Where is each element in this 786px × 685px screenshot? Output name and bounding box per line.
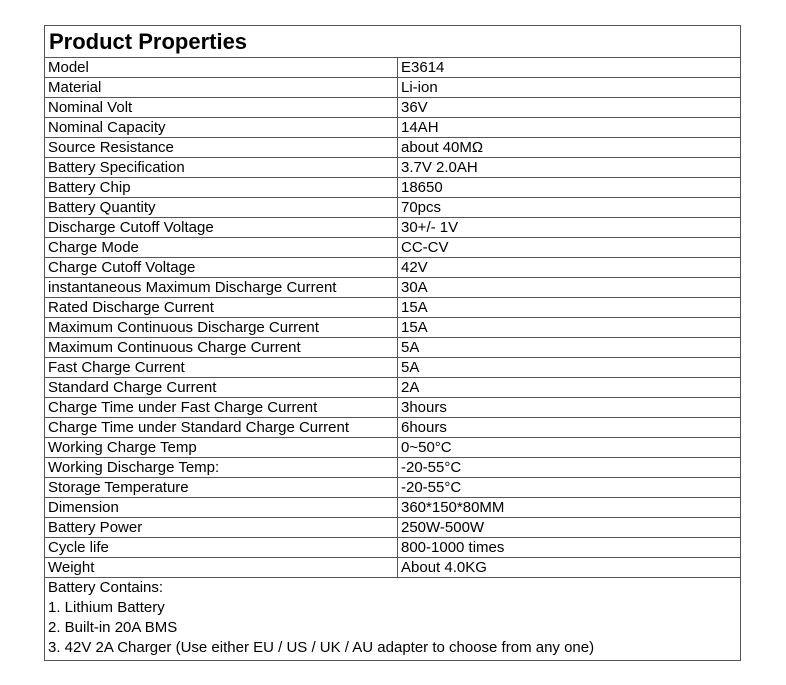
property-value: 14AH (398, 118, 741, 138)
property-value: -20-55°C (398, 458, 741, 478)
table-row (45, 538, 740, 558)
property-value: about 40MΩ (398, 138, 741, 158)
property-label: Working Charge Temp (45, 438, 398, 458)
properties-table (45, 58, 740, 578)
property-value: 5A (398, 358, 741, 378)
table-row (45, 158, 740, 178)
table-row (45, 118, 740, 138)
properties-table-body (45, 58, 740, 578)
table-row (45, 558, 740, 578)
property-label: instantaneous Maximum Discharge Current (45, 278, 398, 298)
property-label: Fast Charge Current (45, 358, 398, 378)
property-label: Discharge Cutoff Voltage (45, 218, 398, 238)
property-value: -20-55°C (398, 478, 741, 498)
page-title: Product Properties (49, 28, 248, 54)
property-label: Rated Discharge Current (45, 298, 398, 318)
table-row (45, 78, 740, 98)
property-label: Battery Specification (45, 158, 398, 178)
table-row (45, 238, 740, 258)
table-row (45, 478, 740, 498)
property-label: Nominal Capacity (45, 118, 398, 138)
property-value: 70pcs (398, 198, 741, 218)
table-row (45, 358, 740, 378)
title-row (45, 26, 740, 58)
contains-heading: Battery Contains: (48, 579, 164, 596)
property-label: Battery Power (45, 518, 398, 538)
property-value: 42V (398, 258, 741, 278)
table-row (45, 458, 740, 478)
property-label: Charge Time under Standard Charge Current (45, 418, 398, 438)
property-value: 30+/- 1V (398, 218, 741, 238)
property-value: 0~50°C (398, 438, 741, 458)
contains-item: 2. Built-in 20A BMS (48, 619, 178, 636)
property-label: Standard Charge Current (45, 378, 398, 398)
property-value: 360*150*80MM (398, 498, 741, 518)
property-value: About 4.0KG (398, 558, 741, 578)
property-value: 800-1000 times (398, 538, 741, 558)
table-row (45, 178, 740, 198)
property-label: Model (45, 58, 398, 78)
property-label: Material (45, 78, 398, 98)
product-properties-sheet (44, 25, 741, 661)
property-value: 3hours (398, 398, 741, 418)
property-value: Li-ion (398, 78, 741, 98)
property-value: E3614 (398, 58, 741, 78)
table-row (45, 298, 740, 318)
property-label: Charge Mode (45, 238, 398, 258)
contains-item: 1. Lithium Battery (48, 599, 165, 616)
property-label: Nominal Volt (45, 98, 398, 118)
property-label: Dimension (45, 498, 398, 518)
property-value: 6hours (398, 418, 741, 438)
property-label: Weight (45, 558, 398, 578)
table-row (45, 398, 740, 418)
table-row (45, 278, 740, 298)
property-label: Cycle life (45, 538, 398, 558)
property-label: Source Resistance (45, 138, 398, 158)
property-value: 15A (398, 318, 741, 338)
table-row (45, 378, 740, 398)
table-row (45, 198, 740, 218)
table-row (45, 138, 740, 158)
property-value: 36V (398, 98, 741, 118)
table-row (45, 438, 740, 458)
table-row (45, 258, 740, 278)
property-label: Storage Temperature (45, 478, 398, 498)
property-label: Working Discharge Temp: (45, 458, 398, 478)
table-row (45, 218, 740, 238)
table-row (45, 518, 740, 538)
property-value: 18650 (398, 178, 741, 198)
property-label: Maximum Continuous Charge Current (45, 338, 398, 358)
contains-item: 3. 42V 2A Charger (Use either EU / US / UK / AU adapter to choose from any one) (48, 639, 595, 656)
property-label: Maximum Continuous Discharge Current (45, 318, 398, 338)
table-row (45, 498, 740, 518)
table-row (45, 338, 740, 358)
property-value: CC-CV (398, 238, 741, 258)
table-row (45, 318, 740, 338)
table-row (45, 58, 740, 78)
property-label: Charge Cutoff Voltage (45, 258, 398, 278)
property-value: 30A (398, 278, 741, 298)
property-label: Battery Quantity (45, 198, 398, 218)
property-value: 2A (398, 378, 741, 398)
property-value: 15A (398, 298, 741, 318)
property-value: 5A (398, 338, 741, 358)
property-label: Charge Time under Fast Charge Current (45, 398, 398, 418)
table-row (45, 98, 740, 118)
table-row (45, 418, 740, 438)
battery-contains-section (45, 578, 740, 660)
property-value: 3.7V 2.0AH (398, 158, 741, 178)
property-label: Battery Chip (45, 178, 398, 198)
property-value: 250W-500W (398, 518, 741, 538)
